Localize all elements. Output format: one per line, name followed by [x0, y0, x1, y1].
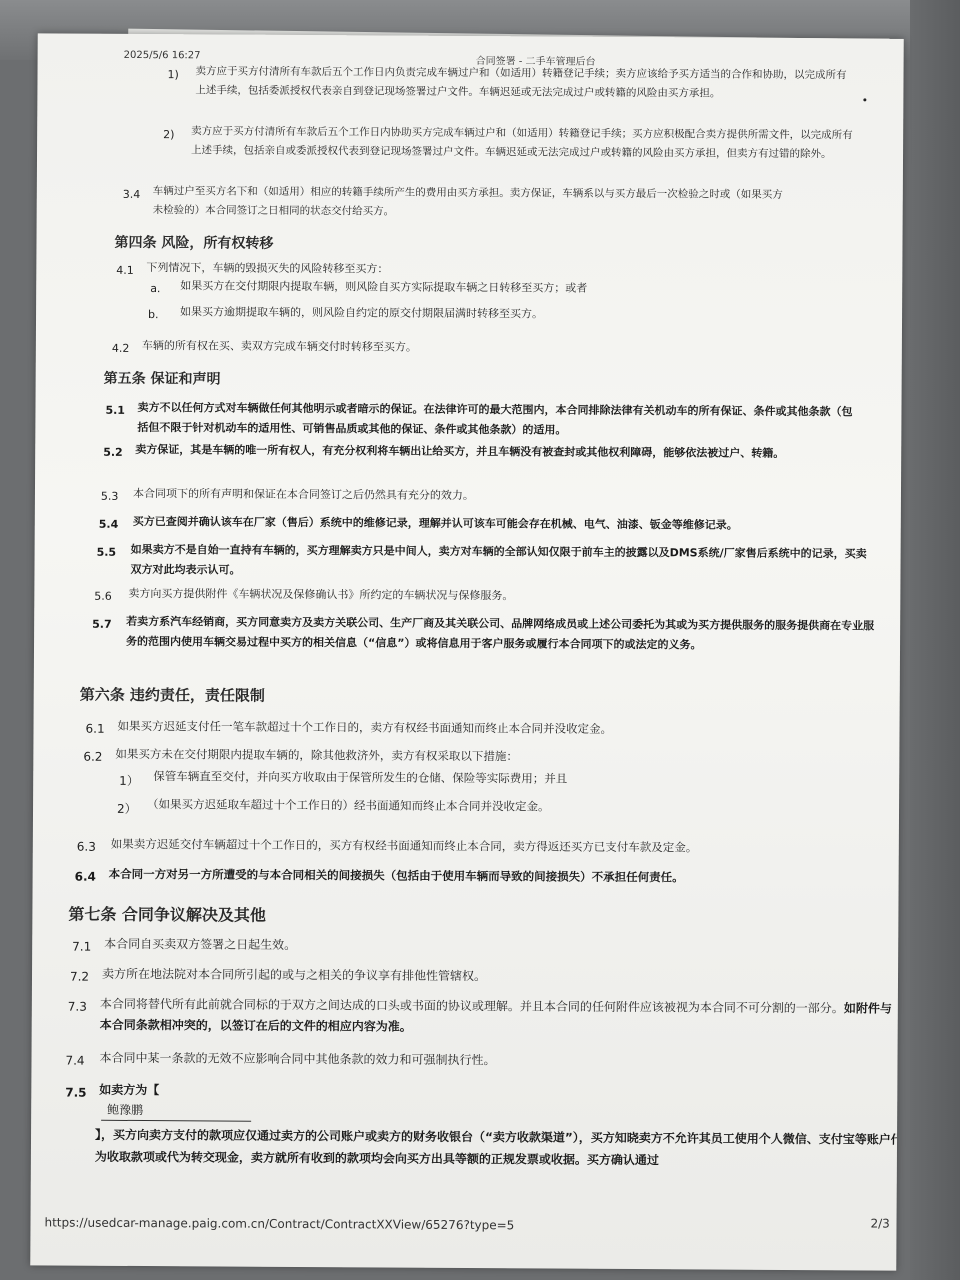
clause-text-bold-part: 如附件与本合同条款相冲突的，以签订在后的文件的相应内容为准。 — [99, 1001, 892, 1034]
clause-text: 卖方不以任何方式对车辆做任何其他明示或者暗示的保证。在法律许可的最大范围内，本合同排除法律有关机动车的所有保证、条件或其他条款（包括但不限于针对机动车的适用性、可销售品质或其他的保证、条件或其他条款）的适用。 — [137, 400, 853, 437]
print-page-title: 合同签署 - 二手车管理后台 — [475, 56, 596, 68]
clause-number: 6.4 — [74, 869, 96, 884]
clause-text: 卖方所在地法院对本合同所引起的或与之相关的争议享有排他性管辖权。 — [101, 966, 487, 984]
clause-text: 卖方应于买方付清所有车款后五个工作日内负责完成车辆过户和（如适用）转籍登记手续；卖方应该给予买方适当的合作和协助，以完成所有上述手续，包括委派授权代表亲自到登记现场签署过户文件。车辆迟延或无法完成过户或转籍的风险由买方承担。 — [195, 65, 847, 100]
fill-underline — [101, 1120, 251, 1122]
clause-number: 5.3 — [100, 489, 119, 503]
clause-number: 4.2 — [111, 341, 130, 355]
clause-text: 车辆的所有权在买、卖双方完成车辆交付时转移至买方。 — [141, 339, 417, 354]
contract-page — [30, 33, 904, 1270]
clause-number: 5.5 — [96, 545, 117, 559]
clause-text: 如果买方在交付期限内提取车辆，则风险自买方实际提取车辆之日转移至买方；或者 — [180, 279, 588, 295]
clause-number: 6.2 — [83, 749, 103, 764]
clause-text: 如果买方迟延支付任一笔车款超过十个工作日的，卖方有权经书面通知而终止本合同并没收定金。 — [117, 718, 613, 736]
clause-text: 保管车辆直至交付，并向买方收取由于保管所发生的仓储、保险等实际费用；并且 — [153, 769, 568, 786]
clause-text: （如果买方迟延取车超过十个工作日的）经书面通知而终止本合同并没收定金。 — [147, 797, 550, 814]
article-7-heading: 第七条 合同争议解决及其他 — [68, 904, 267, 925]
clause-number: 5.4 — [98, 517, 119, 531]
clause-number: 4.1 — [116, 263, 134, 277]
clause-text: 如果卖方不是自始一直持有车辆的，买方理解卖方只是中间人，卖方对车辆的全部认知仅限于前车主的披露以及DMS系统/厂家售后系统中的记录，买卖双方对此均表示认可。 — [130, 542, 867, 577]
clause-number: 7.3 — [67, 999, 87, 1014]
clause-text: 下列情况下，车辆的毁损灭失的风险转移至买方： — [146, 261, 389, 276]
clause-number: b. — [148, 308, 159, 322]
clause-number: 1） — [119, 773, 139, 788]
clause-number: 5.6 — [94, 589, 112, 603]
clause-text — [100, 994, 900, 1041]
clause-number: 5.7 — [92, 617, 112, 631]
filled-seller-name: 鲍豫鹏 — [107, 1102, 144, 1118]
clause-number: 7.5 — [65, 1085, 87, 1100]
print-datetime: 2025/5/6 16:27 — [123, 49, 201, 62]
clause-text: 本合同中某一条款的无效不应影响合同中其他条款的效力和可强制执行性。 — [99, 1050, 496, 1068]
print-url: https://usedcar-manage.paig.com.cn/Contract/ContractXXView/65276?type=5 — [44, 1215, 515, 1233]
background-desk-right — [910, 0, 960, 1280]
clause-text: 如果卖方迟延交付车辆超过十个工作日的，买方有权经书面通知而终止本合同，卖方得返还买方已支付车款及定金。 — [110, 836, 698, 855]
clause-text: 】，买方向卖方支付的款项应仅通过卖方的公司账户或卖方的财务收银台（“卖方收款渠道”），买方知晓卖方不允许其员工使用个人微信、支付宝等账户代为收取款项或代为转交现金，卖方就所有收到的款项均会向买方出具等额的正规发票或收据。买方确认通过 — [94, 1127, 903, 1168]
clause-number: 2） — [116, 801, 137, 816]
article-5-heading: 第五条 保证和声明 — [103, 370, 221, 388]
article-6-heading: 第六条 违约责任，责任限制 — [79, 685, 266, 705]
clause-text: 卖方保证，其是车辆的唯一所有权人，有充分权利将车辆出让给买方，并且车辆没有被查封或其他权利障碍，能够依法被过户、转籍。 — [135, 442, 785, 460]
clause-number: 5.1 — [105, 403, 126, 417]
clause-text: 如果买方逾期提取车辆的，则风险自约定的原交付期限届满时转移至买方。 — [180, 305, 544, 321]
page-number: 2/3 — [870, 1216, 890, 1231]
clause-text: 若卖方系汽车经销商，买方同意卖方及卖方关联公司、生产厂商及其关联公司、品牌网络成员或上述公司委托为其或为买方提供服务的服务提供商在专业服务的范围内使用车辆交易过程中买方的相关信息（“信息”）或将信息用于客户服务或履行本合同项下的或法定的义务。 — [126, 614, 875, 652]
clause-text-part: 本合同将替代所有此前就合同标的于双方之间达成的口头或书面的协议或理解。并且本合同的任何附件应该被视为本合同不可分割的一部分。 — [99, 996, 844, 1016]
clause-number: 6.1 — [85, 721, 105, 736]
clause-number: 2) — [163, 128, 175, 142]
clause-number: 7.1 — [72, 939, 92, 954]
ink-dot — [863, 98, 866, 101]
clause-text: 如果买方未在交付期限内提取车辆的，除其他救济外，卖方有权采取以下措施： — [115, 746, 518, 764]
clause-number: 1) — [167, 68, 179, 82]
clause-number: 5.2 — [103, 445, 123, 459]
clause-text: 买方已查阅并确认该车在厂家（售后）系统中的维修记录，理解并认可该车可能会存在机械、电气、油漆、钣金等维修记录。 — [132, 514, 738, 532]
clause-text: 本合同自买卖双方签署之日起生效。 — [104, 936, 297, 952]
clause-number: 7.4 — [65, 1053, 85, 1068]
clause-text: 如卖方为【 — [99, 1082, 160, 1098]
clause-text: 车辆过户至买方名下和（如适用）相应的转籍手续所产生的费用由买方承担。卖方保证，车辆系以与买方最后一次检验之时或（如果买方未检验的）本合同签订之日相同的状态交付给买方。 — [152, 185, 783, 218]
clause-text: 卖方向买方提供附件《车辆状况及保修确认书》所约定的车辆状况与保修服务。 — [128, 586, 514, 603]
clause-number: 3.4 — [122, 187, 141, 201]
clause-text: 本合同项下的所有声明和保证在本合同签订之后仍然具有充分的效力。 — [132, 486, 474, 503]
article-4-heading: 第四条 风险，所有权转移 — [114, 234, 274, 252]
clause-text: 卖方应于买方付清所有车款后五个工作日内协助买方完成车辆过户和（如适用）转籍登记手续；买方应积极配合卖方提供所需文件，以完成所有上述手续，包括亲自或委派授权代表到登记现场签署过户文件。车辆迟延或无法完成过户或转籍的风险由买方承担，但卖方有过错的除外。 — [191, 125, 853, 161]
clause-text: 本合同一方对另一方所遭受的与本合同相关的间接损失（包括由于使用车辆而导致的间接损失）不承担任何责任。 — [108, 866, 684, 885]
clause-number: a. — [150, 282, 161, 296]
clause-number: 7.2 — [69, 969, 90, 984]
clause-number: 6.3 — [76, 839, 96, 854]
